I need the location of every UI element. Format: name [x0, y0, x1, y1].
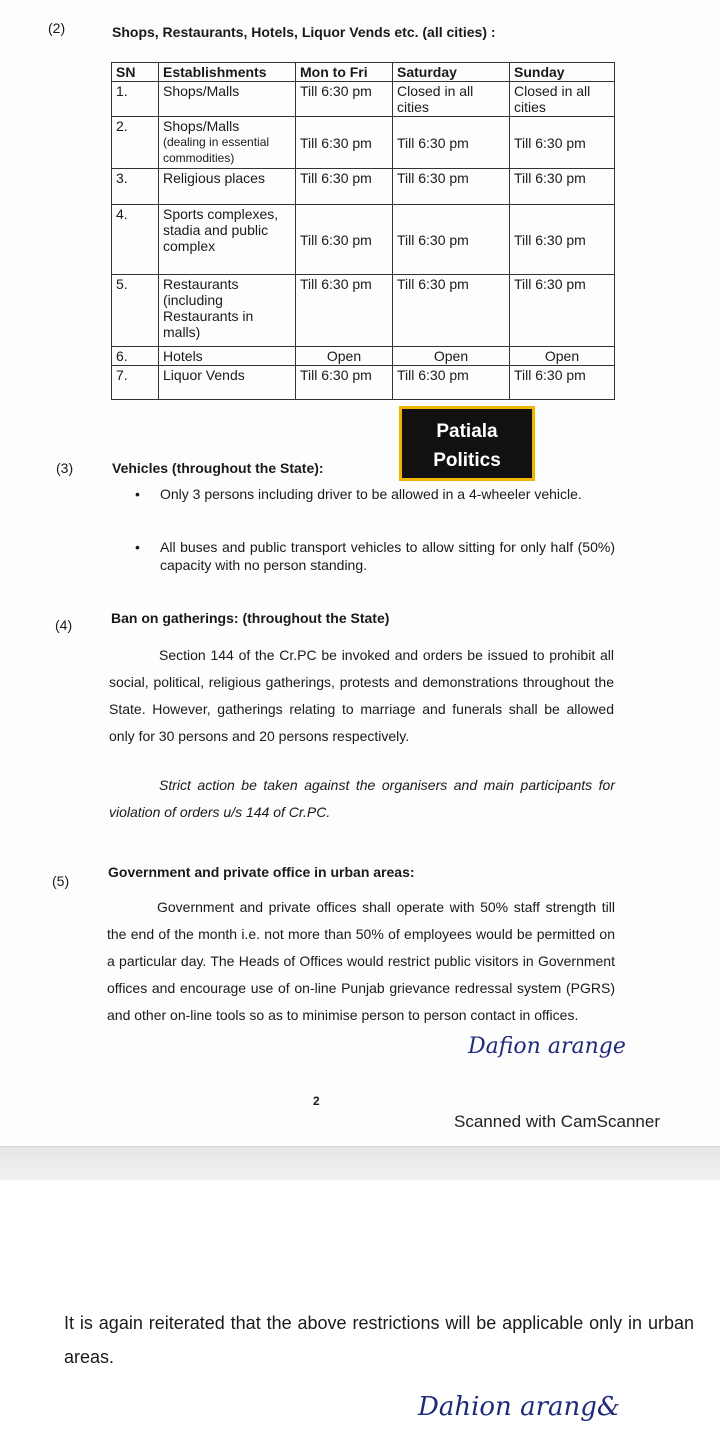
section-3-number: (3): [56, 460, 74, 476]
row-establishment-cell: [159, 117, 296, 169]
row-monfri: Till 6:30 pm: [296, 205, 393, 275]
row-monfri: Till 6:30 pm: [296, 275, 393, 347]
row-sn: 6.: [112, 347, 159, 366]
row-establishment: Restaurants (including Restaurants in malls): [159, 275, 296, 347]
table-row: [112, 82, 615, 117]
row-establishment-note: (dealing in essential commodities): [163, 135, 270, 165]
row-sunday: Closed in all cities: [510, 82, 615, 117]
row-monfri: Till 6:30 pm: [296, 82, 393, 117]
table-header-cell: Mon to Fri: [296, 63, 393, 82]
row-saturday: Closed in all cities: [393, 82, 510, 117]
row-sunday: Till 6:30 pm: [510, 117, 615, 169]
row-monfri: Till 6:30 pm: [296, 169, 393, 205]
row-saturday: Till 6:30 pm: [393, 117, 510, 169]
table-row: [112, 275, 615, 347]
section-2-number: (2): [48, 20, 66, 36]
bullet-item: Only 3 persons including driver to be allowed in a 4-wheeler vehicle.: [160, 486, 582, 502]
table-row: [112, 117, 615, 169]
restrictions-table: [111, 62, 615, 400]
row-saturday: Till 6:30 pm: [393, 275, 510, 347]
watermark-line1: Patiala: [436, 421, 498, 442]
closing-paragraph: It is again reiterated that the above restrictions will be applicable only in urban areas.: [64, 1313, 694, 1367]
signature: Dafion arange: [468, 1034, 626, 1059]
row-sunday: Till 6:30 pm: [510, 366, 615, 400]
table-row: [112, 347, 615, 366]
bullet-item: All buses and public transport vehicles to allow sitting for only half (50%) capacity with no person standing.: [160, 539, 615, 573]
row-establishment: Religious places: [159, 169, 296, 205]
section-4-note: Strict action be taken against the organisers and main participants for violation of orders u/s 144 of Cr.PC.: [109, 777, 615, 820]
row-sn: 7.: [112, 366, 159, 400]
section-5-heading: Government and private office in urban areas:: [108, 864, 415, 880]
table-row: [112, 205, 615, 275]
signature: Dahion arang&: [418, 1392, 621, 1422]
table-header-cell: SN: [112, 63, 159, 82]
watermark-line2: Politics: [433, 450, 501, 471]
row-sn: 3.: [112, 169, 159, 205]
table-header-row: [112, 63, 615, 82]
row-sunday: Till 6:30 pm: [510, 205, 615, 275]
row-sunday: Till 6:30 pm: [510, 275, 615, 347]
row-monfri: Till 6:30 pm: [296, 117, 393, 169]
camscanner-footer: Scanned with CamScanner: [454, 1112, 661, 1131]
row-establishment: Hotels: [159, 347, 296, 366]
row-sunday: Till 6:30 pm: [510, 169, 615, 205]
row-sn: 4.: [112, 205, 159, 275]
row-saturday: Till 6:30 pm: [393, 366, 510, 400]
section-4-number: (4): [55, 617, 73, 633]
row-establishment: Sports complexes, stadia and public complex: [159, 205, 296, 275]
section-4-paragraph: Section 144 of the Cr.PC be invoked and orders be issued to prohibit all social, political, religious gatherings, protests and demonstrations throughout the State. However, gatherings relating to marriage and funerals shall be allowed only for 30 persons and 20 persons respectively.: [109, 647, 614, 744]
table-header-cell: Sunday: [510, 63, 615, 82]
row-sunday: Open: [510, 347, 615, 366]
section-4-heading: Ban on gatherings: (throughout the State): [111, 610, 390, 626]
table-header-cell: Saturday: [393, 63, 510, 82]
row-establishment: Liquor Vends: [159, 366, 296, 400]
bullet-dot: •: [135, 539, 140, 555]
row-sn: 5.: [112, 275, 159, 347]
watermark-stamp: [399, 406, 535, 481]
row-monfri: Open: [296, 347, 393, 366]
table-header-cell: Establishments: [159, 63, 296, 82]
document-page-2: [0, 1180, 720, 1440]
row-saturday: Open: [393, 347, 510, 366]
section-3-heading: Vehicles (throughout the State):: [112, 460, 324, 476]
section-5-paragraph: Government and private offices shall operate with 50% staff strength till the end of the month i.e. not more than 50% of employees would be permitted on a particular day. The Heads of Offices would restrict public visitors in Government offices and encourage use of on-line Punjab grievance redressal system (PGRS) and other on-line tools so as to minimise person to person contact in offices.: [107, 899, 615, 1023]
table-row: [112, 169, 615, 205]
row-saturday: Till 6:30 pm: [393, 169, 510, 205]
section-5-number: (5): [52, 873, 70, 889]
bullet-dot: •: [135, 486, 140, 502]
row-establishment: Shops/Malls: [163, 118, 240, 134]
row-establishment: Shops/Malls: [159, 82, 296, 117]
row-sn: 1.: [112, 82, 159, 117]
row-saturday: Till 6:30 pm: [393, 205, 510, 275]
page-number: 2: [313, 1094, 320, 1108]
section-2-heading: Shops, Restaurants, Hotels, Liquor Vends etc. (all cities) :: [112, 24, 496, 40]
row-sn: 2.: [112, 117, 159, 169]
row-monfri: Till 6:30 pm: [296, 366, 393, 400]
table-row: [112, 366, 615, 400]
page-separator: [0, 1146, 720, 1181]
